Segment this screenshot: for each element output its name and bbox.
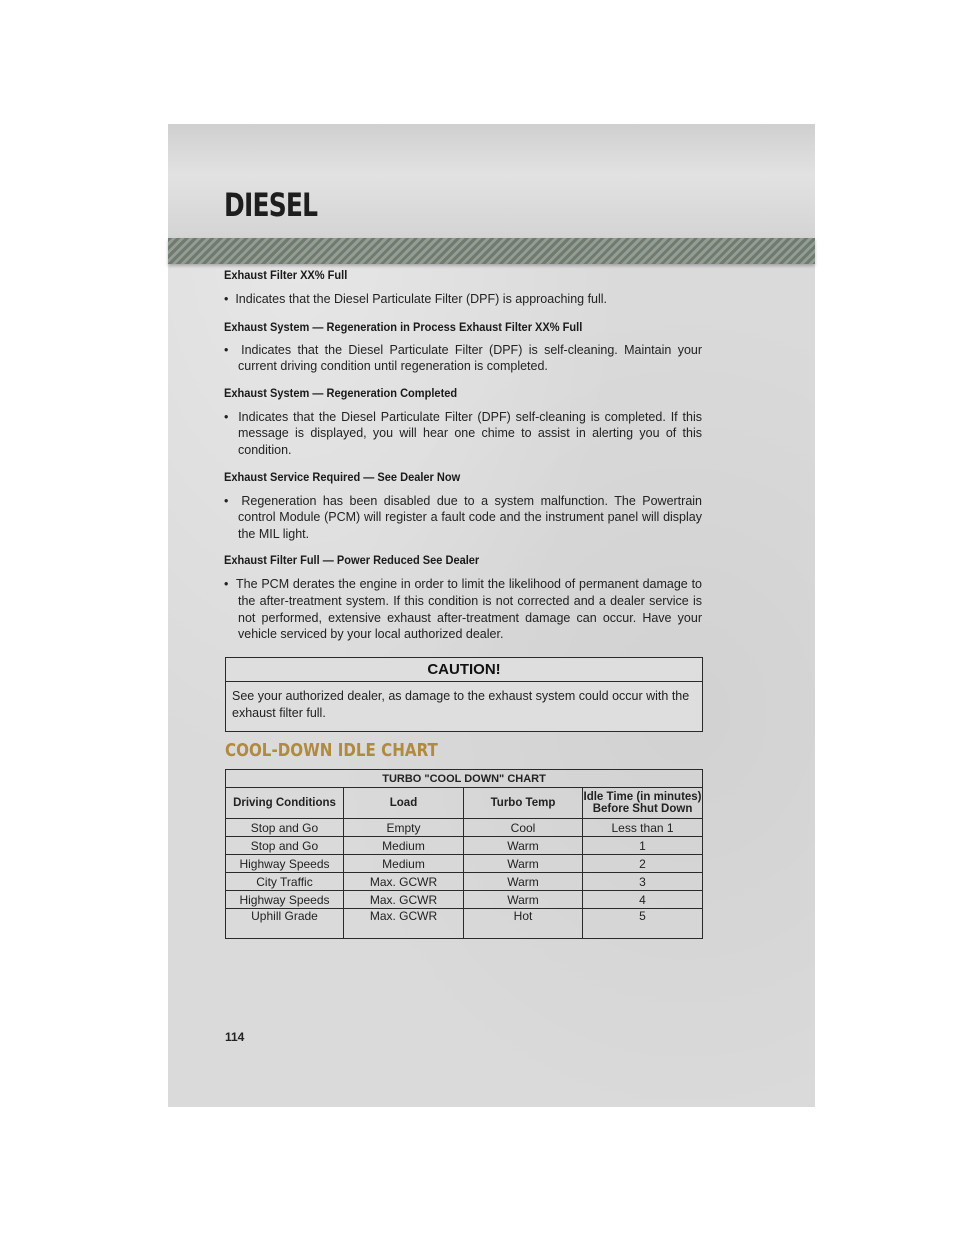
table-cell: Max. GCWR	[344, 891, 464, 909]
table-cell: Warm	[464, 837, 583, 855]
table-cell: 2	[583, 855, 703, 873]
manual-page	[168, 124, 815, 1107]
caution-box	[225, 657, 703, 732]
header-stripe	[168, 238, 815, 264]
section-heading: Exhaust System — Regeneration in Process Exhaust Filter XX% Full	[224, 319, 583, 334]
column-header: Driving Conditions	[226, 788, 344, 819]
table-cell: Highway Speeds	[226, 855, 344, 873]
table-cell: Warm	[464, 873, 583, 891]
section-heading: Exhaust Filter XX% Full	[224, 268, 348, 282]
table-cell: City Traffic	[226, 873, 344, 891]
table-cell: Less than 1	[583, 819, 703, 837]
table-cell: 1	[583, 837, 703, 855]
table-cell: 4	[583, 891, 703, 909]
column-header: Load	[344, 788, 464, 819]
table-row	[226, 837, 703, 855]
chapter-header	[168, 124, 815, 238]
chapter-title: DIESEL	[224, 186, 318, 224]
table-cell: Uphill Grade	[226, 909, 344, 939]
chart-section-title: COOL-DOWN IDLE CHART	[225, 740, 438, 761]
message-list	[224, 268, 702, 643]
table-row	[226, 891, 703, 909]
table-cell: Cool	[464, 819, 583, 837]
section-bullet: • Indicates that the Diesel Particulate Filter (DPF) self-cleaning is completed. If this message is displayed, you will hear one chime to assist in alerting you of this condition.	[224, 409, 702, 457]
table-cell: 5	[583, 909, 703, 939]
table-row	[226, 873, 703, 891]
section-bullet: • Regeneration has been disabled due to a system malfunction. The Powertrain control Module (PCM) will register a fault code and the instrument panel will display the MIL light.	[224, 493, 702, 541]
table-cell: Max. GCWR	[344, 873, 464, 891]
table-row	[226, 909, 703, 939]
section-bullet: • The PCM derates the engine in order to limit the likelihood of permanent damage to the after-treatment system. If this condition is not corrected and a dealer service is not performed, extensive exhaust after-treatment damage can occur. Have your vehicle serviced by your local authorized dealer.	[224, 577, 702, 642]
table-cell: Hot	[464, 909, 583, 939]
table-row	[226, 819, 703, 837]
table-cell: Highway Speeds	[226, 891, 344, 909]
cool-down-table	[225, 769, 703, 939]
table-cell: Warm	[464, 855, 583, 873]
section-heading: Exhaust System — Regeneration Completed	[224, 385, 458, 400]
column-header: Idle Time (in minutes) Before Shut Down	[583, 788, 703, 819]
table-cell: Medium	[344, 855, 464, 873]
table-cell: Empty	[344, 819, 464, 837]
table-cell: Stop and Go	[226, 819, 344, 837]
caution-text: See your authorized dealer, as damage to the exhaust system could occur with the exhaust filter full.	[232, 689, 690, 720]
section-heading: Exhaust Service Required — See Dealer Now	[224, 469, 461, 484]
page-number: 114	[225, 1030, 245, 1044]
section-bullet: • Indicates that the Diesel Particulate Filter (DPF) is approaching full.	[224, 292, 608, 306]
table-cell: Medium	[344, 837, 464, 855]
table-row	[226, 855, 703, 873]
table-cell: 3	[583, 873, 703, 891]
table-header-row	[226, 788, 703, 819]
table-title: TURBO "COOL DOWN" CHART	[226, 770, 703, 788]
table-cell: Warm	[464, 891, 583, 909]
table-cell: Stop and Go	[226, 837, 344, 855]
caution-title: CAUTION!	[226, 658, 702, 682]
section-bullet: • Indicates that the Diesel Particulate Filter (DPF) is self-cleaning. Maintain your current driving condition until regeneration is completed.	[224, 342, 703, 374]
section-heading: Exhaust Filter Full — Power Reduced See Dealer	[224, 553, 480, 568]
column-header: Turbo Temp	[464, 788, 583, 819]
table-cell: Max. GCWR	[344, 909, 464, 939]
